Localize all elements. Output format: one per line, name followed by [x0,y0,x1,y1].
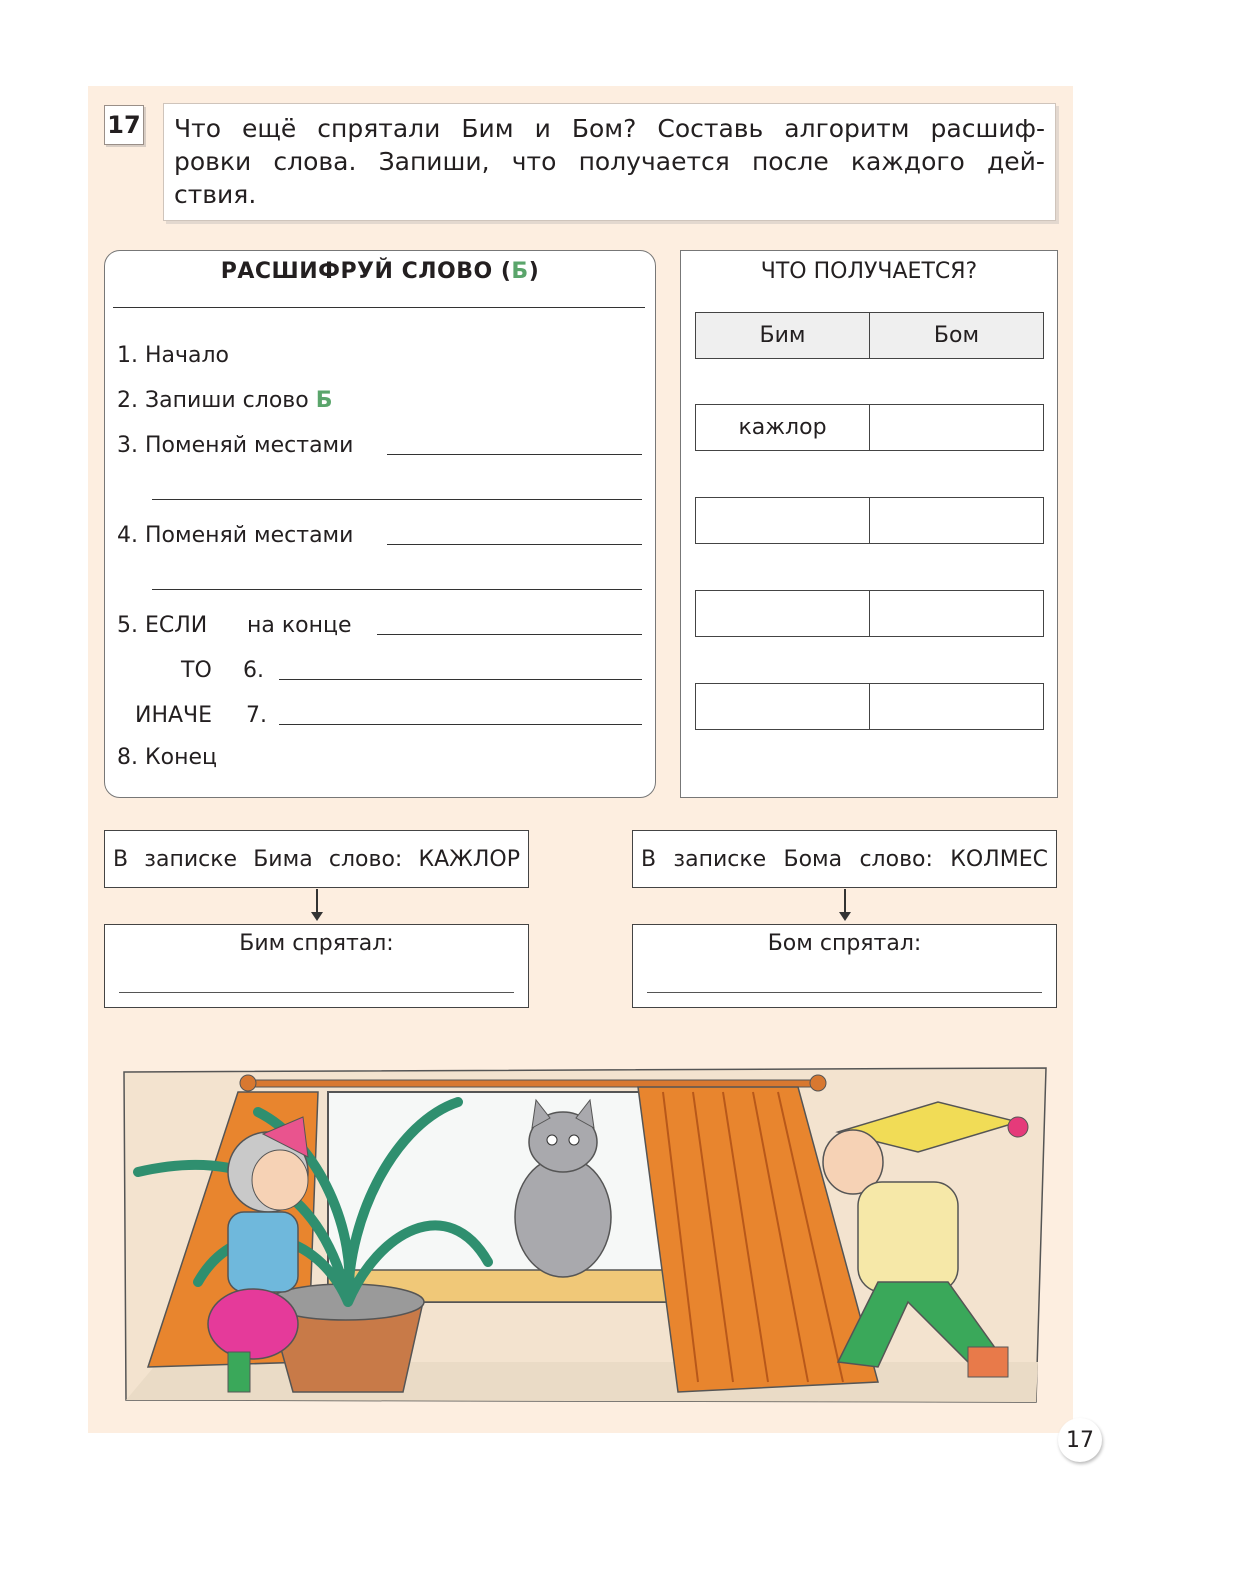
algorithm-box [104,250,656,798]
step-4: 4. Поменяй местами [117,523,354,548]
result-cell-bom[interactable] [869,683,1044,730]
then-step-number: 6. [243,658,264,683]
step-1: 1. Начало [117,343,230,368]
task-line-3: ствия. [174,180,257,209]
task-number: 17 [104,105,144,145]
illustration [118,1062,1050,1408]
bim-note: В записке Бима слово: КАЖЛОР [104,830,529,888]
bim-body [228,1212,298,1292]
result-cell-bim[interactable] [695,590,870,637]
results-box [680,250,1058,798]
curtain-rod [248,1080,818,1087]
step-3: 3. Поменяй местами [117,433,354,458]
step-2-variable: Б [315,388,333,413]
cat-body [515,1157,611,1277]
bom-arrow [844,889,846,919]
step-5-blank[interactable] [377,634,642,635]
bom-note: В записке Бома слово: КОЛМЕС [632,830,1057,888]
bom-body [858,1182,958,1292]
step-4-blank-1[interactable] [387,544,642,545]
then-blank[interactable] [279,679,642,680]
step-3-blank-2[interactable] [152,499,642,500]
step-3-blank-1[interactable] [387,454,642,455]
step-4-blank-2[interactable] [152,589,642,590]
bim-pants [208,1289,298,1359]
results-title: ЧТО ПОЛУЧАЕТСЯ? [760,259,978,284]
col-header-bom: Бом [869,312,1044,359]
rod-end-left [240,1075,256,1091]
step-5: 5. ЕСЛИ [117,613,208,638]
step-8: 8. Конец [117,745,217,770]
rod-end-right [810,1075,826,1091]
result-cell-bom[interactable] [869,590,1044,637]
result-cell-bim[interactable] [695,497,870,544]
task-line-1: Что ещё спрятали Бим и Бом? Составь алгоритм расшиф- [174,114,1045,143]
task-line-2: ровки слова. Запиши, что получается после каждого дей- [174,147,1045,176]
task-text [163,103,1056,221]
then-label: ТО [181,658,212,683]
result-cell-bim: кажлор [695,404,870,451]
result-cell-bom[interactable] [869,497,1044,544]
bom-answer-line[interactable] [647,992,1042,993]
title-variable: Б [511,259,529,284]
bim-arrow [316,889,318,919]
algorithm-title: РАСШИФРУЙ СЛОВО (Б) [220,259,540,284]
else-label: ИНАЧЕ [135,703,213,728]
else-step-number: 7. [246,703,267,728]
col-header-bim: Бим [695,312,870,359]
else-blank[interactable] [279,724,642,725]
result-cell-bim[interactable] [695,683,870,730]
floor [126,1362,1038,1402]
step-5-condition: на конце [247,613,352,638]
bim-hid-box [104,924,529,1008]
bom-hid-box [632,924,1057,1008]
bim-hid-label: Бим спрятал: [239,931,394,956]
bim-answer-line[interactable] [119,992,514,993]
bom-hid-label: Бом спрятал: [767,931,922,956]
title-divider [113,307,645,308]
page-number: 17 [1058,1418,1102,1462]
step-2: 2. Запиши слово Б [117,388,333,413]
result-cell-bom[interactable] [869,404,1044,451]
